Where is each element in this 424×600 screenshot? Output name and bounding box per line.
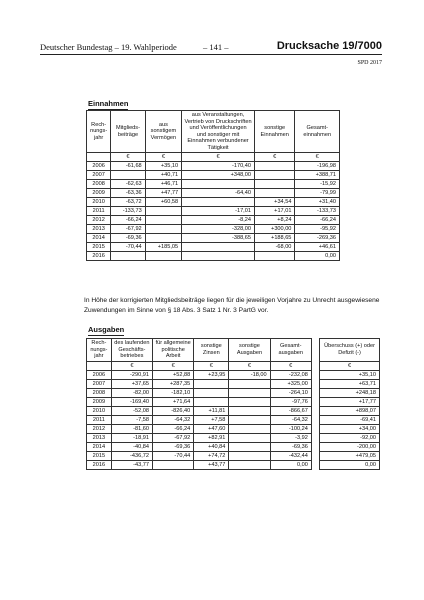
unit-cell: € bbox=[111, 361, 152, 370]
value-cell: +23,95 bbox=[194, 370, 229, 379]
value-cell: +348,00 bbox=[182, 171, 255, 180]
value-cell: +185,05 bbox=[145, 243, 181, 252]
value-cell: -18,91 bbox=[111, 433, 152, 442]
table-row bbox=[87, 397, 380, 406]
value-cell: -232,08 bbox=[270, 370, 311, 379]
value-cell: -17,01 bbox=[182, 207, 255, 216]
table-row bbox=[87, 189, 340, 198]
table-row bbox=[87, 370, 380, 379]
unit-cell: € bbox=[194, 361, 229, 370]
einnahmen-col-header: aus sonstigem Vermögen bbox=[145, 111, 181, 153]
value-cell bbox=[254, 180, 294, 189]
value-cell: +8,24 bbox=[254, 216, 294, 225]
einnahmen-table bbox=[86, 110, 340, 261]
year-cell: 2012 bbox=[87, 216, 111, 225]
value-cell bbox=[182, 198, 255, 207]
ausgaben-title: Ausgaben bbox=[88, 325, 125, 334]
unit-cell: € bbox=[111, 153, 145, 162]
einnahmen-unit-row bbox=[87, 153, 340, 162]
einnahmen-col-header: Gesamt-einnahmen bbox=[295, 111, 340, 153]
value-cell: +479,05 bbox=[320, 451, 380, 460]
column-gap bbox=[311, 379, 319, 388]
value-cell: +35,10 bbox=[145, 162, 181, 171]
value-cell: +31,40 bbox=[295, 198, 340, 207]
value-cell: -133,73 bbox=[295, 207, 340, 216]
value-cell: +248,18 bbox=[320, 388, 380, 397]
value-cell: +40,71 bbox=[145, 171, 181, 180]
year-cell: 2008 bbox=[87, 180, 111, 189]
value-cell: +43,77 bbox=[194, 460, 229, 469]
value-cell bbox=[182, 243, 255, 252]
value-cell: -182,10 bbox=[153, 388, 194, 397]
einnahmen-col-header: aus Veranstaltungen, Vertrieb von Druckschriften und Veröffentlichungen und sonstiger mit Einnahmen verbundener Tätigkeit bbox=[182, 111, 255, 153]
ausgaben-body bbox=[87, 370, 380, 469]
value-cell: +47,77 bbox=[145, 189, 181, 198]
einnahmen-col-header: Rech-nungs-jahr bbox=[87, 111, 111, 153]
value-cell bbox=[229, 388, 270, 397]
value-cell bbox=[145, 234, 181, 243]
value-cell bbox=[229, 406, 270, 415]
ausgaben-col-header: sonstige Zinsen bbox=[194, 339, 229, 362]
einnahmen-header-row bbox=[87, 111, 340, 153]
value-cell: +7,58 bbox=[194, 415, 229, 424]
year-cell: 2015 bbox=[87, 451, 112, 460]
year-cell: 2013 bbox=[87, 225, 111, 234]
value-cell: -432,44 bbox=[270, 451, 311, 460]
value-cell: 0,00 bbox=[270, 460, 311, 469]
value-cell bbox=[194, 379, 229, 388]
value-cell: +325,00 bbox=[270, 379, 311, 388]
value-cell: +46,71 bbox=[145, 180, 181, 189]
column-gap bbox=[311, 361, 319, 370]
value-cell: +47,60 bbox=[194, 424, 229, 433]
value-cell bbox=[254, 171, 294, 180]
value-cell: -196,98 bbox=[295, 162, 340, 171]
value-cell: +74,72 bbox=[194, 451, 229, 460]
ausgaben-col-header: des laufenden Geschäfts-betriebes bbox=[111, 339, 152, 362]
table-row bbox=[87, 171, 340, 180]
value-cell: +188,65 bbox=[254, 234, 294, 243]
value-cell bbox=[254, 252, 294, 261]
table-row bbox=[87, 433, 380, 442]
value-cell bbox=[145, 252, 181, 261]
value-cell: 0,00 bbox=[320, 460, 380, 469]
table-row bbox=[87, 198, 340, 207]
unit-cell: € bbox=[254, 153, 294, 162]
value-cell bbox=[182, 180, 255, 189]
ausgaben-col-header: Rech-nungs-jahr bbox=[87, 339, 112, 362]
value-cell: +17,01 bbox=[254, 207, 294, 216]
value-cell: -40,84 bbox=[111, 442, 152, 451]
value-cell: -15,92 bbox=[295, 180, 340, 189]
unit-cell: € bbox=[153, 361, 194, 370]
value-cell: +34,54 bbox=[254, 198, 294, 207]
unit-cell: € bbox=[320, 361, 380, 370]
table-row bbox=[87, 225, 340, 234]
value-cell: -169,40 bbox=[111, 397, 152, 406]
value-cell bbox=[229, 397, 270, 406]
table-row bbox=[87, 162, 340, 171]
value-cell: -133,73 bbox=[111, 207, 145, 216]
value-cell: -388,65 bbox=[182, 234, 255, 243]
value-cell bbox=[194, 397, 229, 406]
year-cell: 2009 bbox=[87, 397, 112, 406]
value-cell: -92,00 bbox=[320, 433, 380, 442]
value-cell: -69,36 bbox=[270, 442, 311, 451]
unit-cell: € bbox=[182, 153, 255, 162]
table-row bbox=[87, 388, 380, 397]
value-cell: -79,99 bbox=[295, 189, 340, 198]
table-row bbox=[87, 415, 380, 424]
value-cell: -8,24 bbox=[182, 216, 255, 225]
table-row bbox=[87, 207, 340, 216]
value-cell: -3,92 bbox=[270, 433, 311, 442]
year-cell: 2008 bbox=[87, 388, 112, 397]
page-number: – 141 – bbox=[203, 42, 229, 52]
year-cell: 2014 bbox=[87, 442, 112, 451]
value-cell: +388,71 bbox=[295, 171, 340, 180]
table-row bbox=[87, 234, 340, 243]
value-cell bbox=[254, 189, 294, 198]
value-cell: -66,24 bbox=[111, 216, 145, 225]
value-cell: -61,68 bbox=[111, 162, 145, 171]
value-cell: -69,36 bbox=[111, 234, 145, 243]
value-cell: -66,24 bbox=[295, 216, 340, 225]
ausgaben-col-header: Überschuss (+) oder Defizit (-) bbox=[320, 339, 380, 362]
value-cell: -200,00 bbox=[320, 442, 380, 451]
value-cell: +63,71 bbox=[320, 379, 380, 388]
year-cell: 2016 bbox=[87, 460, 112, 469]
value-cell bbox=[182, 252, 255, 261]
value-cell bbox=[254, 162, 294, 171]
value-cell: +17,77 bbox=[320, 397, 380, 406]
value-cell: -436,72 bbox=[111, 451, 152, 460]
value-cell: +37,65 bbox=[111, 379, 152, 388]
value-cell: -69,36 bbox=[153, 442, 194, 451]
year-cell: 2006 bbox=[87, 162, 111, 171]
unit-cell: € bbox=[270, 361, 311, 370]
value-cell: +60,58 bbox=[145, 198, 181, 207]
value-cell: +898,07 bbox=[320, 406, 380, 415]
year-cell: 2009 bbox=[87, 189, 111, 198]
value-cell: -66,24 bbox=[153, 424, 194, 433]
einnahmen-col-header: Mitglieds-beiträge bbox=[111, 111, 145, 153]
value-cell: +35,10 bbox=[320, 370, 380, 379]
unit-cell bbox=[87, 153, 111, 162]
table-row bbox=[87, 451, 380, 460]
column-gap bbox=[311, 370, 319, 379]
value-cell: -62,63 bbox=[111, 180, 145, 189]
value-cell: -18,00 bbox=[229, 370, 270, 379]
ausgaben-table bbox=[86, 338, 380, 470]
column-gap bbox=[311, 433, 319, 442]
year-cell: 2010 bbox=[87, 198, 111, 207]
value-cell: -70,44 bbox=[111, 243, 145, 252]
year-cell: 2015 bbox=[87, 243, 111, 252]
table-row bbox=[87, 460, 380, 469]
table-row bbox=[87, 216, 340, 225]
parliament-label: Deutscher Bundestag – 19. Wahlperiode bbox=[40, 42, 177, 52]
ausgaben-col-header: für allgemeine politische Arbeit bbox=[153, 339, 194, 362]
value-cell: -64,32 bbox=[270, 415, 311, 424]
value-cell: -67,92 bbox=[153, 433, 194, 442]
value-cell: 0,00 bbox=[295, 252, 340, 261]
value-cell: -290,91 bbox=[111, 370, 152, 379]
column-gap bbox=[311, 406, 319, 415]
einnahmen-title: Einnahmen bbox=[88, 99, 129, 108]
value-cell bbox=[145, 216, 181, 225]
value-cell: -866,67 bbox=[270, 406, 311, 415]
year-cell: 2007 bbox=[87, 379, 112, 388]
value-cell: +40,84 bbox=[194, 442, 229, 451]
value-cell: -269,36 bbox=[295, 234, 340, 243]
value-cell bbox=[111, 171, 145, 180]
value-cell bbox=[229, 379, 270, 388]
year-cell: 2010 bbox=[87, 406, 112, 415]
party-tag: SPD 2017 bbox=[357, 60, 382, 66]
value-cell: -52,08 bbox=[111, 406, 152, 415]
table-row bbox=[87, 379, 380, 388]
einnahmen-body bbox=[87, 162, 340, 261]
value-cell: -95,92 bbox=[295, 225, 340, 234]
table-row bbox=[87, 442, 380, 451]
value-cell: +82,91 bbox=[194, 433, 229, 442]
table-row bbox=[87, 243, 340, 252]
value-cell bbox=[229, 415, 270, 424]
column-gap bbox=[311, 339, 319, 362]
value-cell bbox=[229, 451, 270, 460]
column-gap bbox=[311, 460, 319, 469]
year-cell: 2016 bbox=[87, 252, 111, 261]
value-cell: -100,24 bbox=[270, 424, 311, 433]
value-cell bbox=[229, 460, 270, 469]
value-cell: -826,40 bbox=[153, 406, 194, 415]
column-gap bbox=[311, 424, 319, 433]
value-cell: -64,40 bbox=[182, 189, 255, 198]
year-cell: 2014 bbox=[87, 234, 111, 243]
einnahmen-col-header: sonstige Einnahmen bbox=[254, 111, 294, 153]
value-cell: +52,88 bbox=[153, 370, 194, 379]
value-cell: -63,72 bbox=[111, 198, 145, 207]
unit-cell: € bbox=[295, 153, 340, 162]
unit-cell bbox=[87, 361, 112, 370]
column-gap bbox=[311, 415, 319, 424]
column-gap bbox=[311, 388, 319, 397]
year-cell: 2011 bbox=[87, 415, 112, 424]
value-cell: -67,92 bbox=[111, 225, 145, 234]
value-cell bbox=[229, 442, 270, 451]
column-gap bbox=[311, 397, 319, 406]
ausgaben-header-row bbox=[87, 339, 380, 362]
value-cell bbox=[229, 433, 270, 442]
page-header bbox=[40, 40, 382, 55]
column-gap bbox=[311, 451, 319, 460]
value-cell: -328,00 bbox=[182, 225, 255, 234]
value-cell: -82,00 bbox=[111, 388, 152, 397]
value-cell: +46,61 bbox=[295, 243, 340, 252]
value-cell: +300,00 bbox=[254, 225, 294, 234]
value-cell: -68,00 bbox=[254, 243, 294, 252]
table-row bbox=[87, 424, 380, 433]
unit-cell: € bbox=[229, 361, 270, 370]
document-number: Drucksache 19/7000 bbox=[276, 40, 382, 52]
value-cell: +11,81 bbox=[194, 406, 229, 415]
value-cell bbox=[145, 225, 181, 234]
ausgaben-col-header: sonstige Ausgaben bbox=[229, 339, 270, 362]
value-cell: +287,35 bbox=[153, 379, 194, 388]
ausgaben-col-header: Gesamt-ausgaben bbox=[270, 339, 311, 362]
year-cell: 2011 bbox=[87, 207, 111, 216]
value-cell bbox=[153, 460, 194, 469]
value-cell: -264,10 bbox=[270, 388, 311, 397]
table-row bbox=[87, 180, 340, 189]
value-cell: -43,77 bbox=[111, 460, 152, 469]
year-cell: 2007 bbox=[87, 171, 111, 180]
value-cell: -81,60 bbox=[111, 424, 152, 433]
table-row bbox=[87, 252, 340, 261]
value-cell: -7,58 bbox=[111, 415, 152, 424]
unit-cell: € bbox=[145, 153, 181, 162]
value-cell bbox=[145, 207, 181, 216]
year-cell: 2006 bbox=[87, 370, 112, 379]
value-cell: -70,44 bbox=[153, 451, 194, 460]
value-cell bbox=[229, 424, 270, 433]
table-row bbox=[87, 406, 380, 415]
value-cell: -97,76 bbox=[270, 397, 311, 406]
value-cell: -69,41 bbox=[320, 415, 380, 424]
value-cell: -170,40 bbox=[182, 162, 255, 171]
value-cell bbox=[111, 252, 145, 261]
value-cell: -63,36 bbox=[111, 189, 145, 198]
year-cell: 2012 bbox=[87, 424, 112, 433]
correction-note: In Höhe der korrigierten Mitgliedsbeiträge liegen für die jeweiligen Vorjahre zu Unrecht ausgewiesene Zuwendungen im Sinne von § 18 Abs. 3 Satz 1 Nr. 3 PartG vor. bbox=[84, 297, 380, 314]
ausgaben-unit-row bbox=[87, 361, 380, 370]
value-cell: +71,64 bbox=[153, 397, 194, 406]
year-cell: 2013 bbox=[87, 433, 112, 442]
value-cell: +34,00 bbox=[320, 424, 380, 433]
column-gap bbox=[311, 442, 319, 451]
value-cell: -64,32 bbox=[153, 415, 194, 424]
value-cell bbox=[194, 388, 229, 397]
